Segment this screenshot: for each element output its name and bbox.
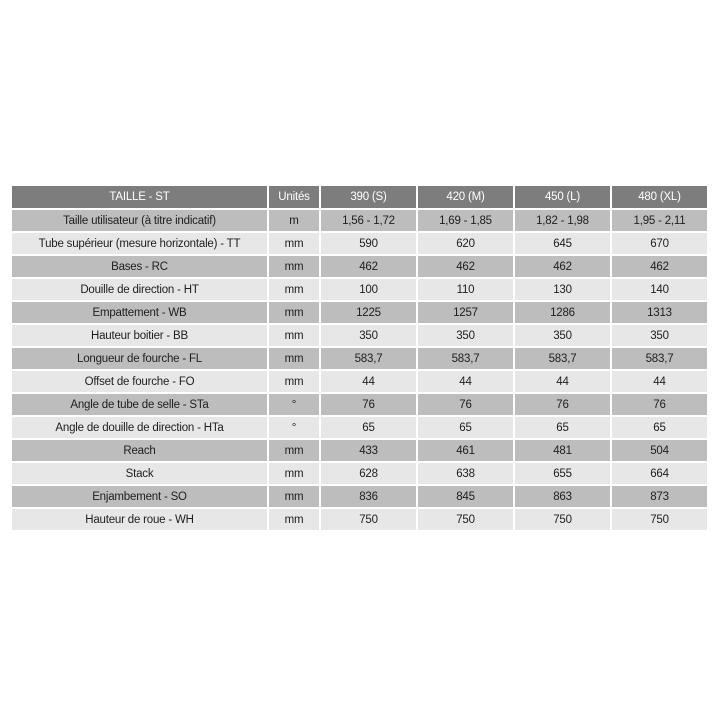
cell-value: 65 [418,417,513,438]
cell-value: 350 [418,325,513,346]
cell-value: 1,95 - 2,11 [612,210,707,231]
table-row [12,325,707,346]
cell-value: 65 [515,417,610,438]
cell-value: 583,7 [321,348,416,369]
row-label: Taille utilisateur (à titre indicatif) [12,210,267,231]
table-row [12,463,707,484]
cell-value: 76 [612,394,707,415]
row-label: Reach [12,440,267,461]
row-unit: mm [269,348,319,369]
row-unit: mm [269,440,319,461]
row-unit: mm [269,279,319,300]
cell-value: 750 [612,509,707,530]
table-row [12,371,707,392]
cell-value: 462 [418,256,513,277]
cell-value: 583,7 [515,348,610,369]
cell-value: 1257 [418,302,513,323]
header-size-label: TAILLE - ST [12,186,267,208]
row-label: Hauteur boitier - BB [12,325,267,346]
row-label: Stack [12,463,267,484]
row-label: Bases - RC [12,256,267,277]
cell-value: 620 [418,233,513,254]
cell-value: 504 [612,440,707,461]
row-label: Hauteur de roue - WH [12,509,267,530]
cell-value: 481 [515,440,610,461]
cell-value: 836 [321,486,416,507]
cell-value: 350 [321,325,416,346]
cell-value: 590 [321,233,416,254]
cell-value: 44 [612,371,707,392]
cell-value: 462 [321,256,416,277]
cell-value: 583,7 [612,348,707,369]
table-row [12,348,707,369]
cell-value: 350 [515,325,610,346]
cell-value: 110 [418,279,513,300]
cell-value: 44 [515,371,610,392]
row-unit: m [269,210,319,231]
table-body [12,210,707,530]
row-label: Empattement - WB [12,302,267,323]
header-size-m: 420 (M) [418,186,513,208]
cell-value: 44 [321,371,416,392]
cell-value: 462 [515,256,610,277]
cell-value: 655 [515,463,610,484]
row-label: Angle de tube de selle - STa [12,394,267,415]
cell-value: 461 [418,440,513,461]
header-size-xl: 480 (XL) [612,186,707,208]
cell-value: 65 [321,417,416,438]
cell-value: 1225 [321,302,416,323]
cell-value: 76 [321,394,416,415]
cell-value: 130 [515,279,610,300]
header-size-l: 450 (L) [515,186,610,208]
table-row [12,233,707,254]
row-unit: ° [269,417,319,438]
row-label: Longueur de fourche - FL [12,348,267,369]
row-unit: mm [269,371,319,392]
row-unit: ° [269,394,319,415]
row-unit: mm [269,463,319,484]
row-label: Enjambement - SO [12,486,267,507]
table-row [12,509,707,530]
cell-value: 1,82 - 1,98 [515,210,610,231]
row-unit: mm [269,302,319,323]
header-units: Unités [269,186,319,208]
cell-value: 583,7 [418,348,513,369]
table-header-row [12,186,707,208]
row-label: Tube supérieur (mesure horizontale) - TT [12,233,267,254]
cell-value: 350 [612,325,707,346]
cell-value: 638 [418,463,513,484]
cell-value: 433 [321,440,416,461]
cell-value: 65 [612,417,707,438]
cell-value: 1,56 - 1,72 [321,210,416,231]
table-row [12,486,707,507]
cell-value: 645 [515,233,610,254]
table-row [12,210,707,231]
cell-value: 140 [612,279,707,300]
cell-value: 100 [321,279,416,300]
cell-value: 670 [612,233,707,254]
table-row [12,394,707,415]
row-unit: mm [269,509,319,530]
cell-value: 863 [515,486,610,507]
table-row [12,279,707,300]
table-row [12,302,707,323]
cell-value: 1286 [515,302,610,323]
row-label: Offset de fourche - FO [12,371,267,392]
cell-value: 750 [418,509,513,530]
table-row [12,440,707,461]
header-size-s: 390 (S) [321,186,416,208]
table-row [12,256,707,277]
cell-value: 76 [418,394,513,415]
row-unit: mm [269,233,319,254]
cell-value: 845 [418,486,513,507]
cell-value: 462 [612,256,707,277]
cell-value: 664 [612,463,707,484]
row-unit: mm [269,486,319,507]
row-unit: mm [269,256,319,277]
cell-value: 44 [418,371,513,392]
table-row [12,417,707,438]
cell-value: 1313 [612,302,707,323]
geometry-table [10,184,709,532]
cell-value: 628 [321,463,416,484]
cell-value: 1,69 - 1,85 [418,210,513,231]
cell-value: 750 [321,509,416,530]
cell-value: 76 [515,394,610,415]
row-label: Douille de direction - HT [12,279,267,300]
cell-value: 873 [612,486,707,507]
row-unit: mm [269,325,319,346]
cell-value: 750 [515,509,610,530]
row-label: Angle de douille de direction - HTa [12,417,267,438]
